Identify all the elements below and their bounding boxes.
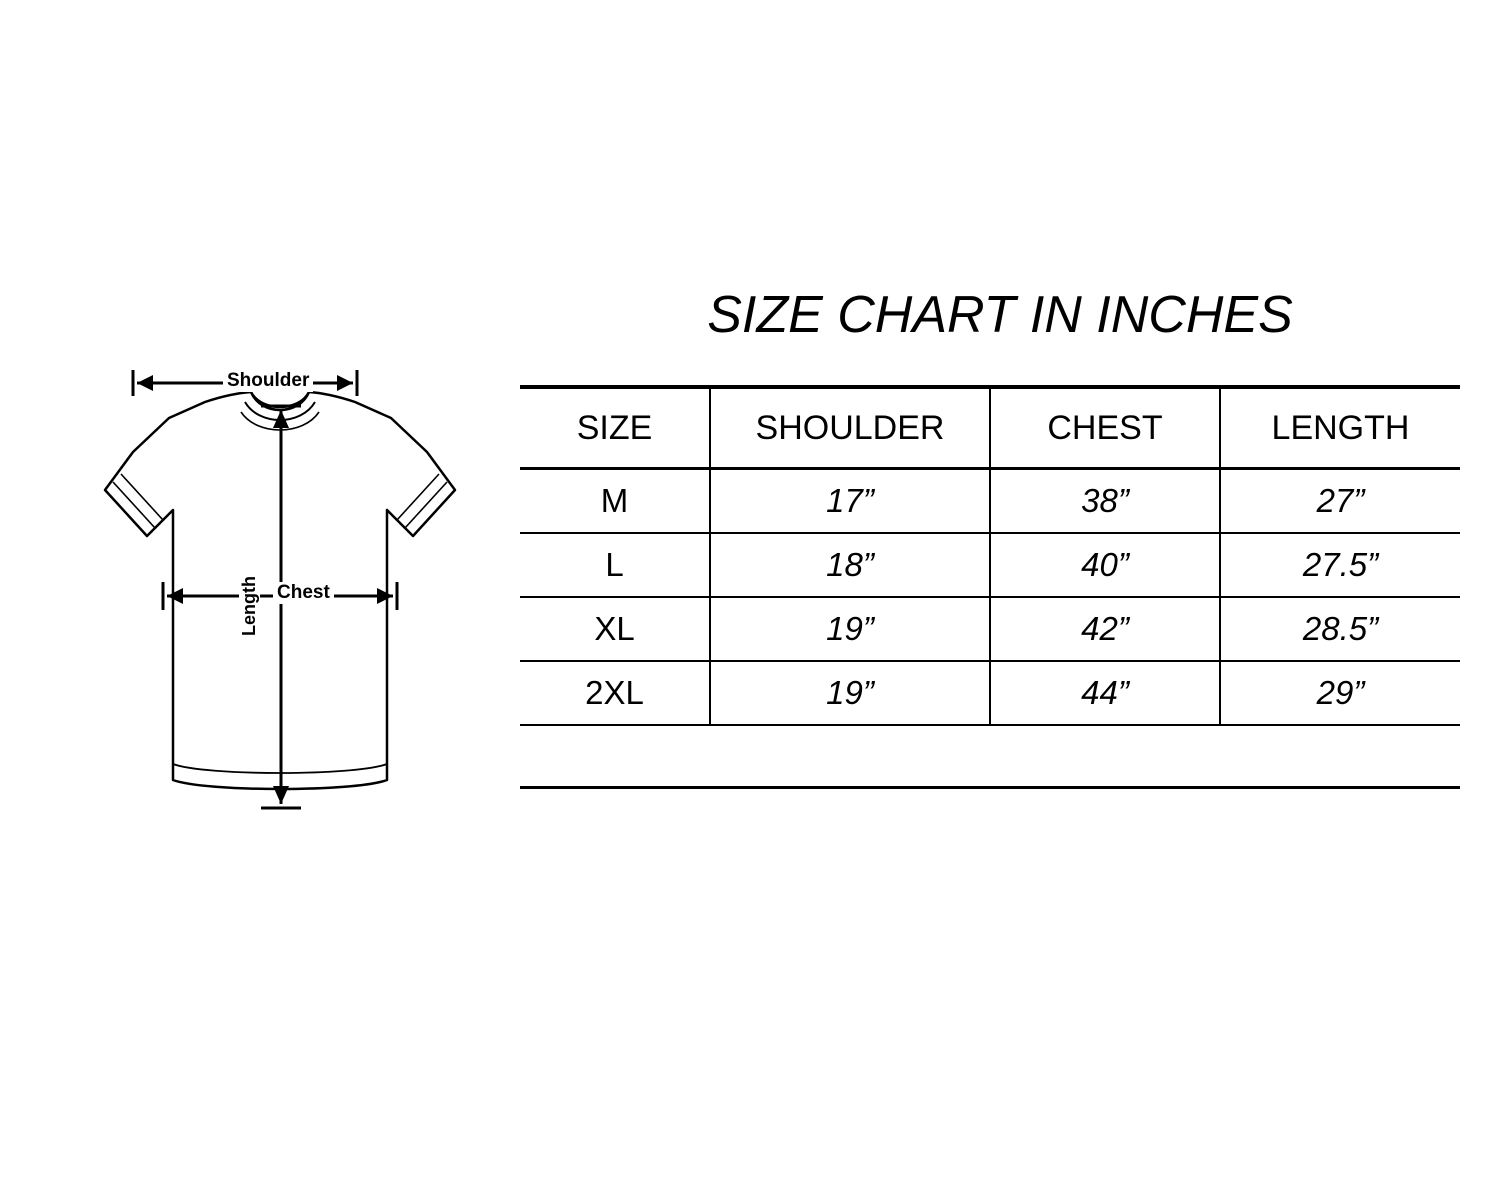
table-row [520,661,1460,725]
cell-shoulder: 19” [710,597,990,661]
cell-length: 28.5” [1220,597,1460,661]
cell-chest: 38” [990,469,1220,534]
table-row [520,469,1460,534]
table-row [520,533,1460,597]
cell-shoulder: 17” [710,469,990,534]
cell-length: 27” [1220,469,1460,534]
shoulder-dimension-label: Shoulder [223,370,313,392]
table-row [520,597,1460,661]
cell-shoulder: 18” [710,533,990,597]
cell-shoulder: 19” [710,661,990,725]
size-chart-table [520,385,1460,726]
length-dimension-label: Length [239,572,260,640]
table-bottom-rule [520,786,1460,789]
cell-size: XL [520,597,710,661]
chest-dimension-label: Chest [273,582,334,604]
cell-size: 2XL [520,661,710,725]
cell-size: L [520,533,710,597]
cell-length: 27.5” [1220,533,1460,597]
table-header-row [520,387,1460,469]
column-header-length: LENGTH [1220,387,1460,469]
chart-title: SIZE CHART IN INCHES [707,286,1293,344]
cell-length: 29” [1220,661,1460,725]
column-header-shoulder: SHOULDER [710,387,990,469]
column-header-size: SIZE [520,387,710,469]
size-chart [520,285,1460,789]
cell-chest: 40” [990,533,1220,597]
cell-chest: 44” [990,661,1220,725]
column-header-chest: CHEST [990,387,1220,469]
tshirt-diagram [55,360,505,840]
cell-chest: 42” [990,597,1220,661]
cell-size: M [520,469,710,534]
